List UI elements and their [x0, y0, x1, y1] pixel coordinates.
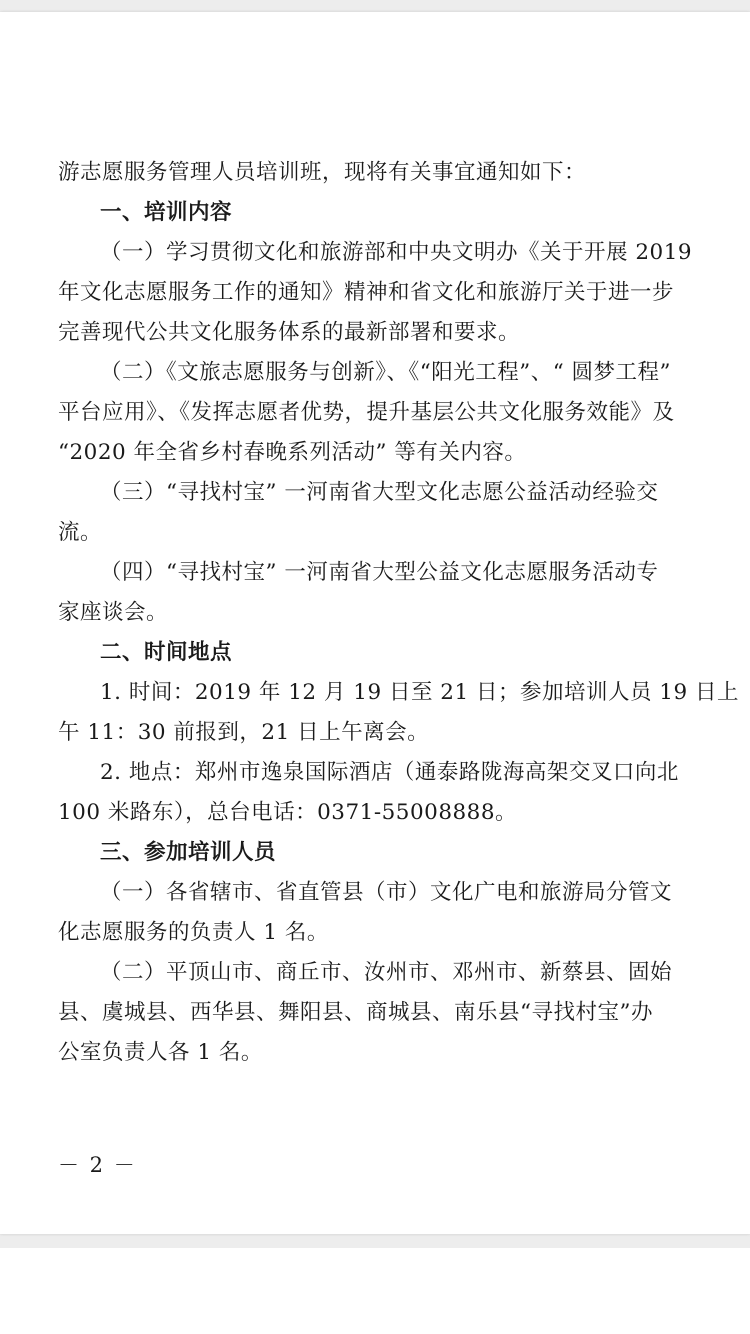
- paragraph-line: （一）各省辖市、省直管县（市）文化广电和旅游局分管文: [100, 880, 673, 905]
- bottom-blank-area: [0, 1248, 750, 1334]
- document-page: [0, 12, 750, 1234]
- paragraph-line: （三）“寻找村宝” 一河南省大型文化志愿公益活动经验交: [100, 480, 659, 505]
- paragraph-line: 游志愿服务管理人员培训班，现将有关事宜通知如下：: [58, 160, 587, 185]
- paragraph-line: （四）“寻找村宝” 一河南省大型公益文化志愿服务活动专: [100, 560, 659, 585]
- section-heading-time-location: 二、时间地点: [100, 640, 233, 665]
- paragraph-line: 午 11：30 前报到，21 日上午离会。: [58, 720, 430, 745]
- paragraph-line: 1. 时间：2019 年 12 月 19 日至 21 日；参加培训人员 19 日上: [100, 680, 740, 705]
- paragraph-line: 县、虞城县、西华县、舞阳县、商城县、南乐县“寻找村宝”办: [58, 1000, 653, 1025]
- paragraph-line: （二）《文旅志愿服务与创新》、《“阳光工程”、“ 圆梦工程”: [100, 360, 672, 385]
- paragraph-line: 平台应用》、《发挥志愿者优势，提升基层公共文化服务效能》及: [58, 400, 675, 425]
- paragraph-line: （二）平顶山市、商丘市、汝州市、邓州市、新蔡县、固始: [100, 960, 673, 985]
- paragraph-line: 100 米路东），总台电话：0371-55008888。: [58, 800, 518, 825]
- paragraph-line: 化志愿服务的负责人 1 名。: [58, 920, 329, 945]
- paragraph-line: 完善现代公共文化服务体系的最新部署和要求。: [58, 320, 521, 345]
- paragraph-line: 2. 地点：郑州市逸泉国际酒店（通泰路陇海高架交叉口向北: [100, 760, 679, 785]
- paragraph-line: 公室负责人各 1 名。: [58, 1040, 263, 1065]
- paragraph-line: 流。: [58, 520, 103, 545]
- paragraph-line: 年文化志愿服务工作的通知》精神和省文化和旅游厅关于进一步: [58, 280, 675, 305]
- section-heading-participants: 三、参加培训人员: [100, 840, 277, 865]
- paragraph-line: （一）学习贯彻文化和旅游部和中央文明办《关于开展 2019: [100, 240, 693, 265]
- paragraph-line: “2020 年全省乡村春晚系列活动” 等有关内容。: [58, 440, 527, 465]
- section-heading-training-content: 一、培训内容: [100, 200, 233, 225]
- page-number: － 2 －: [58, 1153, 137, 1177]
- paragraph-line: 家座谈会。: [58, 600, 169, 625]
